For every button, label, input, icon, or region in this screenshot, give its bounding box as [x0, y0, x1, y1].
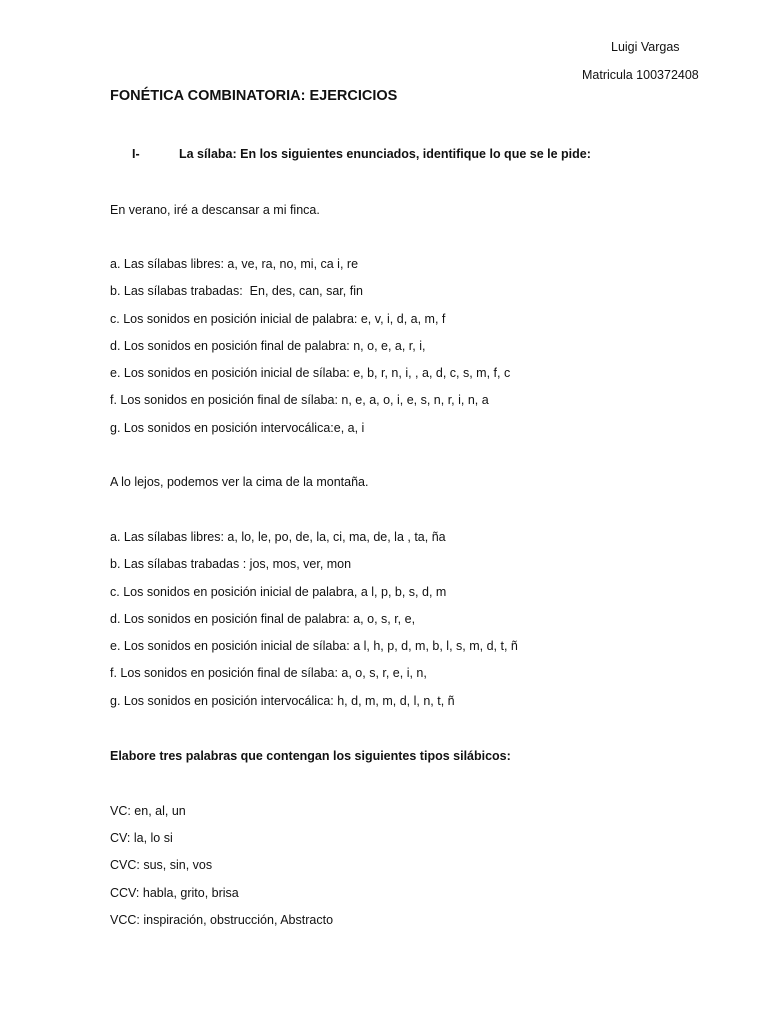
list-item: c. Los sonidos en posición inicial de palabra, a l, p, b, s, d, m — [110, 585, 447, 599]
list-item: d. Los sonidos en posición final de palabra: a, o, s, r, e, — [110, 612, 416, 626]
author-name: Luigi Vargas — [611, 40, 680, 54]
sentence-2: A lo lejos, podemos ver la cima de la montaña. — [110, 475, 369, 489]
list-item: g. Los sonidos en posición intervocálica: h, d, m, m, d, l, n, t, ñ — [110, 694, 455, 708]
sentence-1: En verano, iré a descansar a mi finca. — [110, 203, 320, 217]
list-item: CCV: habla, grito, brisa — [110, 886, 239, 900]
matricula: Matricula 100372408 — [582, 68, 699, 82]
page-title: FONÉTICA COMBINATORIA: EJERCICIOS — [110, 88, 398, 104]
list-item: b. Las sílabas trabadas : jos, mos, ver, mon — [110, 557, 352, 571]
list-item: CVC: sus, sin, vos — [110, 858, 213, 872]
list-item: VCC: inspiración, obstrucción, Abstracto — [110, 913, 334, 927]
list-item: c. Los sonidos en posición inicial de palabra: e, v, i, d, a, m, f — [110, 312, 446, 326]
list-item: a. Las sílabas libres: a, ve, ra, no, mi, ca i, re — [110, 257, 359, 271]
list-item: e. Los sonidos en posición inicial de sílaba: e, b, r, n, i, , a, d, c, s, m, f, c — [110, 366, 511, 380]
section-heading: La sílaba: En los siguientes enunciados, identifique lo que se le pide: — [179, 147, 591, 161]
section-number: I- — [132, 147, 140, 161]
list-item: b. Las sílabas trabadas: En, des, can, sar, fin — [110, 284, 363, 298]
list-item: d. Los sonidos en posición final de palabra: n, o, e, a, r, i, — [110, 339, 426, 353]
list-item: CV: la, lo si — [110, 831, 173, 845]
exercise-heading: Elabore tres palabras que contengan los siguientes tipos silábicos: — [110, 749, 511, 763]
list-item: f. Los sonidos en posición final de sílaba: n, e, a, o, i, e, s, n, r, i, n, a — [110, 393, 489, 407]
list-item: VC: en, al, un — [110, 804, 186, 818]
list-item: a. Las sílabas libres: a, lo, le, po, de, la, ci, ma, de, la , ta, ña — [110, 530, 446, 544]
list-item: e. Los sonidos en posición inicial de sílaba: a l, h, p, d, m, b, l, s, m, d, t, ñ — [110, 639, 518, 653]
list-item: g. Los sonidos en posición intervocálica:e, a, i — [110, 421, 365, 435]
list-item: f. Los sonidos en posición final de sílaba: a, o, s, r, e, i, n, — [110, 666, 427, 680]
